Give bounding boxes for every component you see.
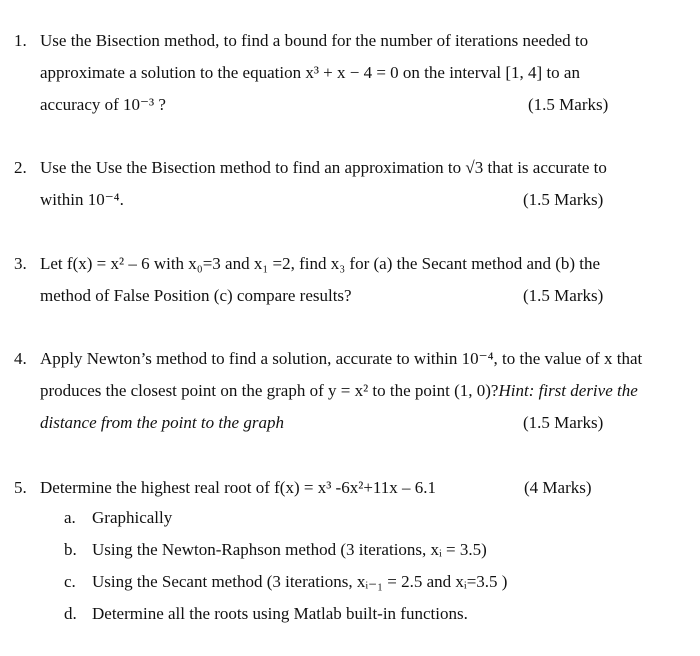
question-1-line-2: approximate a solution to the equation x³ + x − 4 = 0 on the interval [1, 4] to an [40,63,580,82]
question-5c-letter: c. [64,572,76,591]
question-5d-letter: d. [64,604,77,623]
question-1-marks: (1.5 Marks) [528,95,609,114]
question-5b-text: Using the Newton-Raphson method (3 iterations, xᵢ = 3.5) [92,540,487,559]
question-3-line-1: Let f(x) = x² – 6 with x₀=3 and x₁ =2, find x₃ for (a) the Secant method and (b) the [40,254,601,273]
question-5a-letter: a. [64,508,76,527]
question-2-line-2: within 10⁻⁴. [40,190,124,209]
question-5c-text: Using the Secant method (3 iterations, xᵢ₋₁ = 2.5 and xᵢ=3.5 ) [92,572,508,591]
question-4-marks: (1.5 Marks) [523,413,604,432]
question-5-number: 5. [14,478,27,497]
question-2-marks: (1.5 Marks) [523,190,604,209]
question-3-number: 3. [14,254,27,273]
question-1-number: 1. [14,31,27,50]
question-5a-text: Graphically [92,508,173,527]
question-5-line-1: Determine the highest real root of f(x) = x³ -6x²+11x – 6.1 [40,478,437,497]
question-5-marks: (4 Marks) [524,478,592,497]
question-5b-letter: b. [64,540,77,559]
question-1-line-3: accuracy of 10⁻³ ? [40,95,166,114]
question-5d-text: Determine all the roots using Matlab built-in functions. [92,604,468,623]
question-2-number: 2. [14,158,27,177]
question-4-line-2: produces the closest point on the graph of y = x² to the point (1, 0)? [40,381,499,400]
question-4-hint: Hint: first derive the [498,381,638,400]
question-4-number: 4. [14,349,27,368]
question-4-line-2-wrap [40,381,638,401]
question-2-line-1: Use the Use the Bisection method to find an approximation to √3 that is accurate to [40,158,607,177]
question-4-line-1: Apply Newton’s method to find a solution, accurate to within 10⁻⁴, to the value of x that [40,349,643,368]
question-3-marks: (1.5 Marks) [523,286,604,305]
question-3-line-2: method of False Position (c) compare results? [40,286,352,305]
question-1-line-1: Use the Bisection method, to find a bound for the number of iterations needed to [40,31,589,50]
question-4-line-3: distance from the point to the graph [40,413,284,432]
question-4-line-3-wrap [40,413,284,433]
